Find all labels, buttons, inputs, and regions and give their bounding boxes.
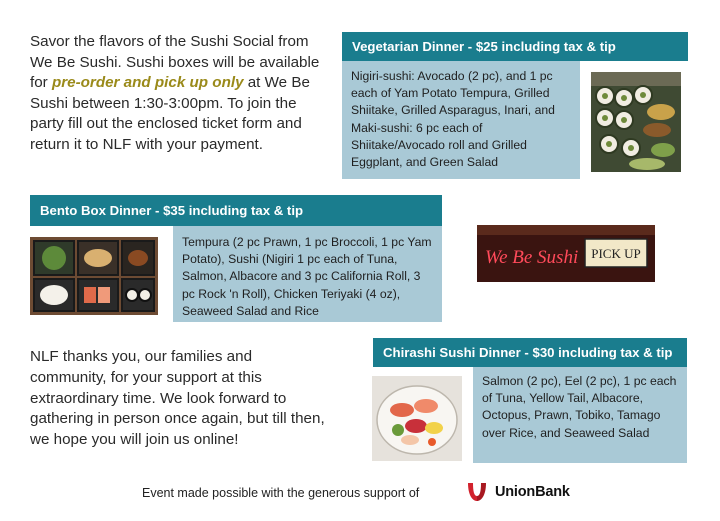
intro-text-1: Savor the flavors of the Sushi Social from We Be Sushi. Sushi boxes will be available for bbox=[30, 33, 320, 92]
intro-paragraph bbox=[30, 32, 320, 156]
chirashi-photo bbox=[372, 376, 462, 461]
neon-sign-text: We Be Sushi bbox=[485, 247, 579, 268]
chirashi-title: Chirashi Sushi Dinner - $30 including tax & tip bbox=[383, 345, 673, 360]
vegetarian-dinner-header bbox=[342, 32, 688, 61]
we-be-sushi-sign-photo bbox=[477, 225, 655, 282]
chirashi-header bbox=[373, 338, 687, 367]
vegetarian-dinner-title: Vegetarian Dinner - $25 including tax & tip bbox=[352, 39, 616, 54]
footer-text: Event made possible with the generous support of bbox=[142, 486, 420, 500]
vegetarian-sushi-photo bbox=[591, 72, 681, 172]
pickup-sign-text: PICK UP bbox=[591, 246, 641, 261]
thanks-paragraph: NLF thanks you, our families and community, for your support at this extraordinary time. We look forward to gathering in person once again, but till then, we hope you will join us online! bbox=[30, 348, 325, 449]
vegetarian-dinner-text: Nigiri-sushi: Avocado (2 pc), and 1 pc each of Yam Potato Tempura, Grilled Shiitake, Grilled Asparagus, Inari, and Maki-sushi: 6 pc each of Shiitake/Avocado roll and Grilled Eggplant, and Green Salad bbox=[351, 69, 555, 170]
bento-box-text: Tempura (2 pc Prawn, 1 pc Broccoli, 1 pc Yam Potato), Sushi (Nigiri 1 pc each of Tuna, Salmon, Albacore and 3 pc California Roll, 3 pc Rock 'n Roll), Chicken Teriyaki (4 oz), Seaweed Salad and Rice bbox=[182, 235, 432, 318]
bento-box-header bbox=[30, 195, 442, 226]
bento-box-description bbox=[173, 226, 442, 322]
union-bank-text: UnionBank bbox=[495, 484, 570, 500]
chirashi-text: Salmon (2 pc), Eel (2 pc), 1 pc each of Tuna, Yellow Tail, Albacore, Octopus, Prawn, Tobiko, Tamago over Rice, and Seaweed Salad bbox=[482, 374, 677, 440]
bento-box-photo bbox=[30, 237, 158, 315]
union-bank-logo-icon bbox=[465, 480, 489, 504]
intro-highlight: pre-order and pick up only bbox=[51, 74, 244, 92]
bento-box-title: Bento Box Dinner - $35 including tax & tip bbox=[40, 203, 304, 218]
chirashi-description bbox=[473, 367, 687, 463]
vegetarian-dinner-description bbox=[342, 61, 580, 179]
intro-text-2: at We Be Sushi between 1:30-3:00pm. To join the party fill out the enclosed ticket form and return it to NLF with your payment. bbox=[30, 74, 310, 153]
union-bank-logo bbox=[465, 480, 570, 504]
